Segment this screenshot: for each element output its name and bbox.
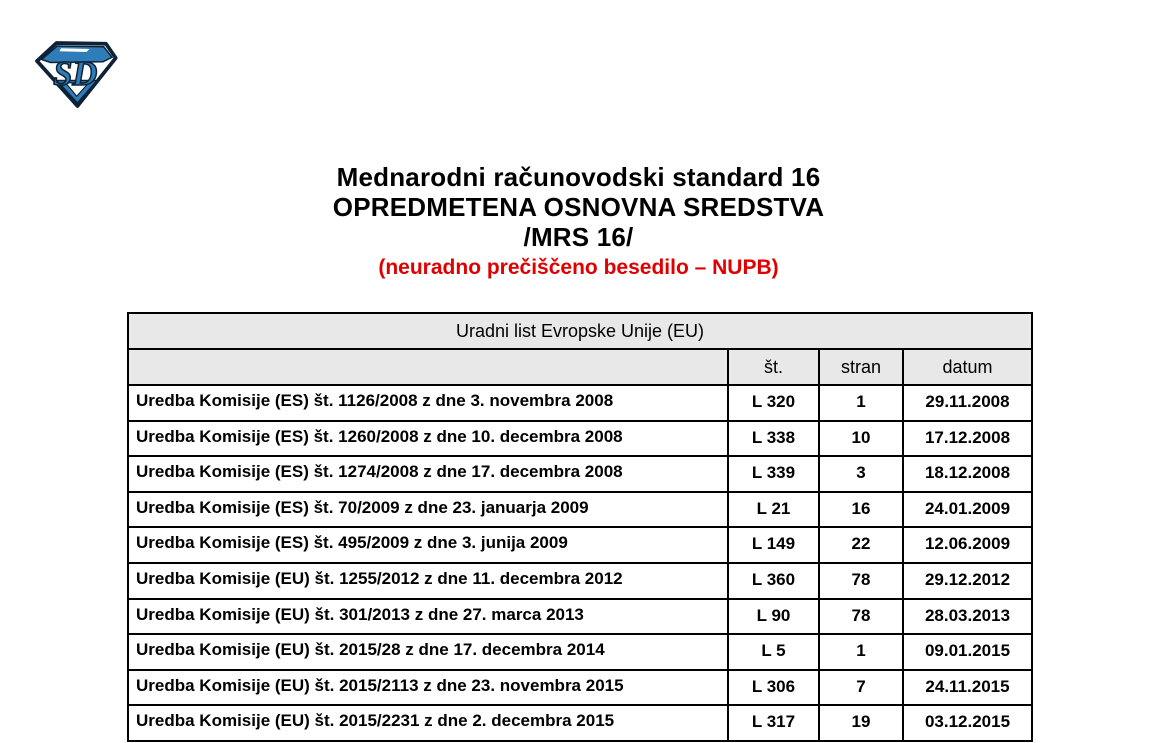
table-row (128, 563, 1032, 599)
official-journal-table (127, 312, 1033, 742)
issue-number-cell: L 306 (728, 670, 819, 706)
regulation-name-cell: Uredba Komisije (EU) št. 301/2013 z dne 27. marca 2013 (128, 599, 728, 635)
regulation-name-cell: Uredba Komisije (ES) št. 1126/2008 z dne 3. novembra 2008 (128, 385, 728, 421)
date-cell: 03.12.2015 (903, 705, 1032, 741)
sd-logo-letters: SD (53, 55, 98, 93)
table-body (128, 385, 1032, 741)
page-number-cell: 10 (819, 421, 903, 457)
regulation-name-cell: Uredba Komisije (ES) št. 495/2009 z dne 3. junija 2009 (128, 527, 728, 563)
regulation-name-cell: Uredba Komisije (ES) št. 1274/2008 z dne 17. decembra 2008 (128, 456, 728, 492)
date-cell: 18.12.2008 (903, 456, 1032, 492)
page-number-cell: 16 (819, 492, 903, 528)
document-title-line1: Mednarodni računovodski standard 16 (336, 162, 821, 192)
issue-number-cell: L 339 (728, 456, 819, 492)
issue-number-cell: L 317 (728, 705, 819, 741)
issue-number-cell: L 360 (728, 563, 819, 599)
table-row (128, 634, 1032, 670)
column-header-stran: stran (819, 349, 903, 385)
page-number-cell: 1 (819, 385, 903, 421)
date-cell: 24.01.2009 (903, 492, 1032, 528)
regulation-name-cell: Uredba Komisije (ES) št. 70/2009 z dne 23. januarja 2009 (128, 492, 728, 528)
table-row (128, 670, 1032, 706)
column-header-empty (128, 349, 728, 385)
page-number-cell: 19 (819, 705, 903, 741)
table-row (128, 527, 1032, 563)
issue-number-cell: L 21 (728, 492, 819, 528)
document-title-line2: OPREDMETENA OSNOVNA SREDSTVA (332, 192, 825, 222)
table-row (128, 492, 1032, 528)
date-cell: 12.06.2009 (903, 527, 1032, 563)
page-number-cell: 78 (819, 563, 903, 599)
page-number-cell: 3 (819, 456, 903, 492)
title-block (0, 162, 1157, 281)
column-header-datum: datum (903, 349, 1032, 385)
regulation-name-cell: Uredba Komisije (EU) št. 2015/2113 z dne 23. novembra 2015 (128, 670, 728, 706)
issue-number-cell: L 5 (728, 634, 819, 670)
document-subtitle: (neuradno prečiščeno besedilo – NUPB) (378, 256, 779, 279)
page-number-cell: 78 (819, 599, 903, 635)
table-title: Uradni list Evropske Unije (EU) (128, 313, 1032, 349)
table-row (128, 599, 1032, 635)
regulation-name-cell: Uredba Komisije (ES) št. 1260/2008 z dne 10. decembra 2008 (128, 421, 728, 457)
page-number-cell: 22 (819, 527, 903, 563)
regulation-name-cell: Uredba Komisije (EU) št. 1255/2012 z dne 11. decembra 2012 (128, 563, 728, 599)
table-row (128, 421, 1032, 457)
issue-number-cell: L 320 (728, 385, 819, 421)
table-row (128, 456, 1032, 492)
table-title-row (128, 313, 1032, 349)
document-title-line3: /MRS 16/ (523, 222, 634, 252)
table-row (128, 705, 1032, 741)
table-column-header-row (128, 349, 1032, 385)
column-header-st: št. (728, 349, 819, 385)
issue-number-cell: L 338 (728, 421, 819, 457)
regulation-name-cell: Uredba Komisije (EU) št. 2015/2231 z dne 2. decembra 2015 (128, 705, 728, 741)
issue-number-cell: L 90 (728, 599, 819, 635)
date-cell: 28.03.2013 (903, 599, 1032, 635)
issue-number-cell: L 149 (728, 527, 819, 563)
date-cell: 09.01.2015 (903, 634, 1032, 670)
page-number-cell: 1 (819, 634, 903, 670)
table-row (128, 385, 1032, 421)
date-cell: 17.12.2008 (903, 421, 1032, 457)
sd-shield-logo-icon (29, 37, 123, 109)
regulation-name-cell: Uredba Komisije (EU) št. 2015/28 z dne 17. decembra 2014 (128, 634, 728, 670)
date-cell: 29.11.2008 (903, 385, 1032, 421)
date-cell: 24.11.2015 (903, 670, 1032, 706)
date-cell: 29.12.2012 (903, 563, 1032, 599)
page-number-cell: 7 (819, 670, 903, 706)
